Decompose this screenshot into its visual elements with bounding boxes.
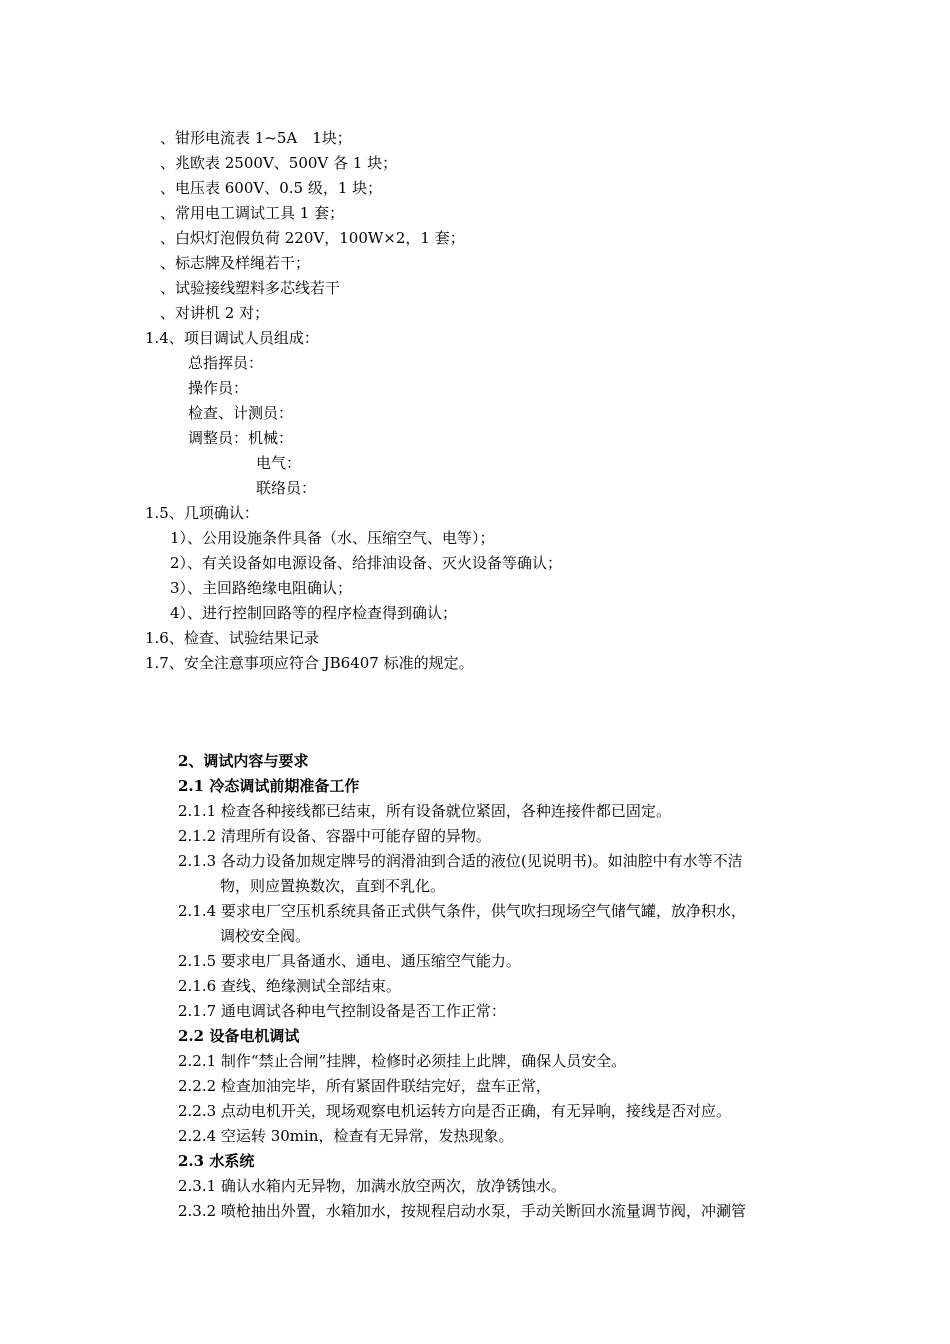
item-2-1-5: 2.1.5 要求电厂具备通水、通电、通压缩空气能力。 xyxy=(178,952,521,970)
section-2-title: 2、调试内容与要求 xyxy=(178,752,309,770)
equipment-item: 、电压表 600V、0.5 级，1 块； xyxy=(160,179,383,197)
staff-commander: 总指挥员： xyxy=(188,354,264,372)
staff-operator: 操作员： xyxy=(188,379,249,397)
equipment-item: 、钳形电流表 1~5A 1块； xyxy=(160,129,352,147)
item-2-2-1: 2.2.1 制作“禁止合闸”挂牌，检修时必须挂上此牌，确保人员安全。 xyxy=(178,1052,627,1070)
equipment-item: 、常用电工调试工具 1 套； xyxy=(160,204,345,222)
item-2-3-1: 2.3.1 确认水箱内无异物，加满水放空两次，放净锈蚀水。 xyxy=(178,1177,566,1195)
item-2-1-1: 2.1.1 检查各种接线都已结束，所有设备就位紧固，各种连接件都已固定。 xyxy=(178,802,671,820)
staff-liaison: 联络员： xyxy=(256,479,317,497)
item-2-3-2: 2.3.2 喷枪抽出外置，水箱加水，按规程启动水泵，手动关断回水流量调节阀，冲涮管 xyxy=(178,1202,746,1220)
item-2-1-3-cont: 物，则应置换数次，直到不乳化。 xyxy=(220,877,446,895)
item-2-2-2: 2.2.2 检查加油完毕，所有紧固件联结完好，盘车正常， xyxy=(178,1077,551,1095)
confirm-item: 4）、进行控制回路等的程序检查得到确认； xyxy=(170,604,458,622)
equipment-item: 、对讲机 2 对； xyxy=(160,304,270,322)
heading-1-7: 1.7、安全注意事项应符合 JB6407 标准的规定。 xyxy=(145,654,474,672)
heading-1-6: 1.6、检查、试验结果记录 xyxy=(145,629,319,647)
equipment-item: 、白炽灯泡假负荷 220V，100W×2，1 套； xyxy=(160,229,465,247)
confirm-item: 2）、有关设备如电源设备、给排油设备、灭火设备等确认； xyxy=(170,554,563,572)
item-2-1-3: 2.1.3 各动力设备加规定牌号的润滑油到合适的液位(见说明书)。如油腔中有水等不洁 xyxy=(178,852,743,870)
equipment-item: 、试验接线塑料多芯线若干 xyxy=(160,279,341,297)
heading-2-2: 2.2 设备电机调试 xyxy=(178,1027,300,1045)
item-2-1-6: 2.1.6 查线、绝缘测试全部结束。 xyxy=(178,977,401,995)
confirm-item: 3）、主回路绝缘电阻确认； xyxy=(170,579,353,597)
item-2-2-3: 2.2.3 点动电机开关，现场观察电机运转方向是否正确，有无异响，接线是否对应。 xyxy=(178,1102,731,1120)
equipment-item: 、兆欧表 2500V、500V 各 1 块； xyxy=(160,154,398,172)
confirm-item: 1）、公用设施条件具备（水、压缩空气、电等）； xyxy=(170,529,495,547)
heading-1-4: 1.4、项目调试人员组成： xyxy=(145,329,319,347)
item-2-1-4-cont: 调校安全阀。 xyxy=(220,927,311,945)
heading-2-3: 2.3 水系统 xyxy=(178,1152,255,1170)
heading-2-1: 2.1 冷态调试前期准备工作 xyxy=(178,777,360,795)
item-2-1-4: 2.1.4 要求电厂空压机系统具备正式供气条件，供气吹扫现场空气储气罐，放净积水， xyxy=(178,902,746,920)
heading-1-5: 1.5、几项确认： xyxy=(145,504,259,522)
item-2-2-4: 2.2.4 空运转 30min，检查有无异常，发热现象。 xyxy=(178,1127,514,1145)
staff-electrical: 电气： xyxy=(256,454,302,472)
staff-inspector: 检查、计测员： xyxy=(188,404,294,422)
item-2-1-2: 2.1.2 清理所有设备、容器中可能存留的异物。 xyxy=(178,827,491,845)
item-2-1-7: 2.1.7 通电调试各种电气控制设备是否工作正常： xyxy=(178,1002,506,1020)
equipment-item: 、标志牌及样绳若干； xyxy=(160,254,311,272)
staff-adjuster: 调整员：机械： xyxy=(188,429,294,447)
